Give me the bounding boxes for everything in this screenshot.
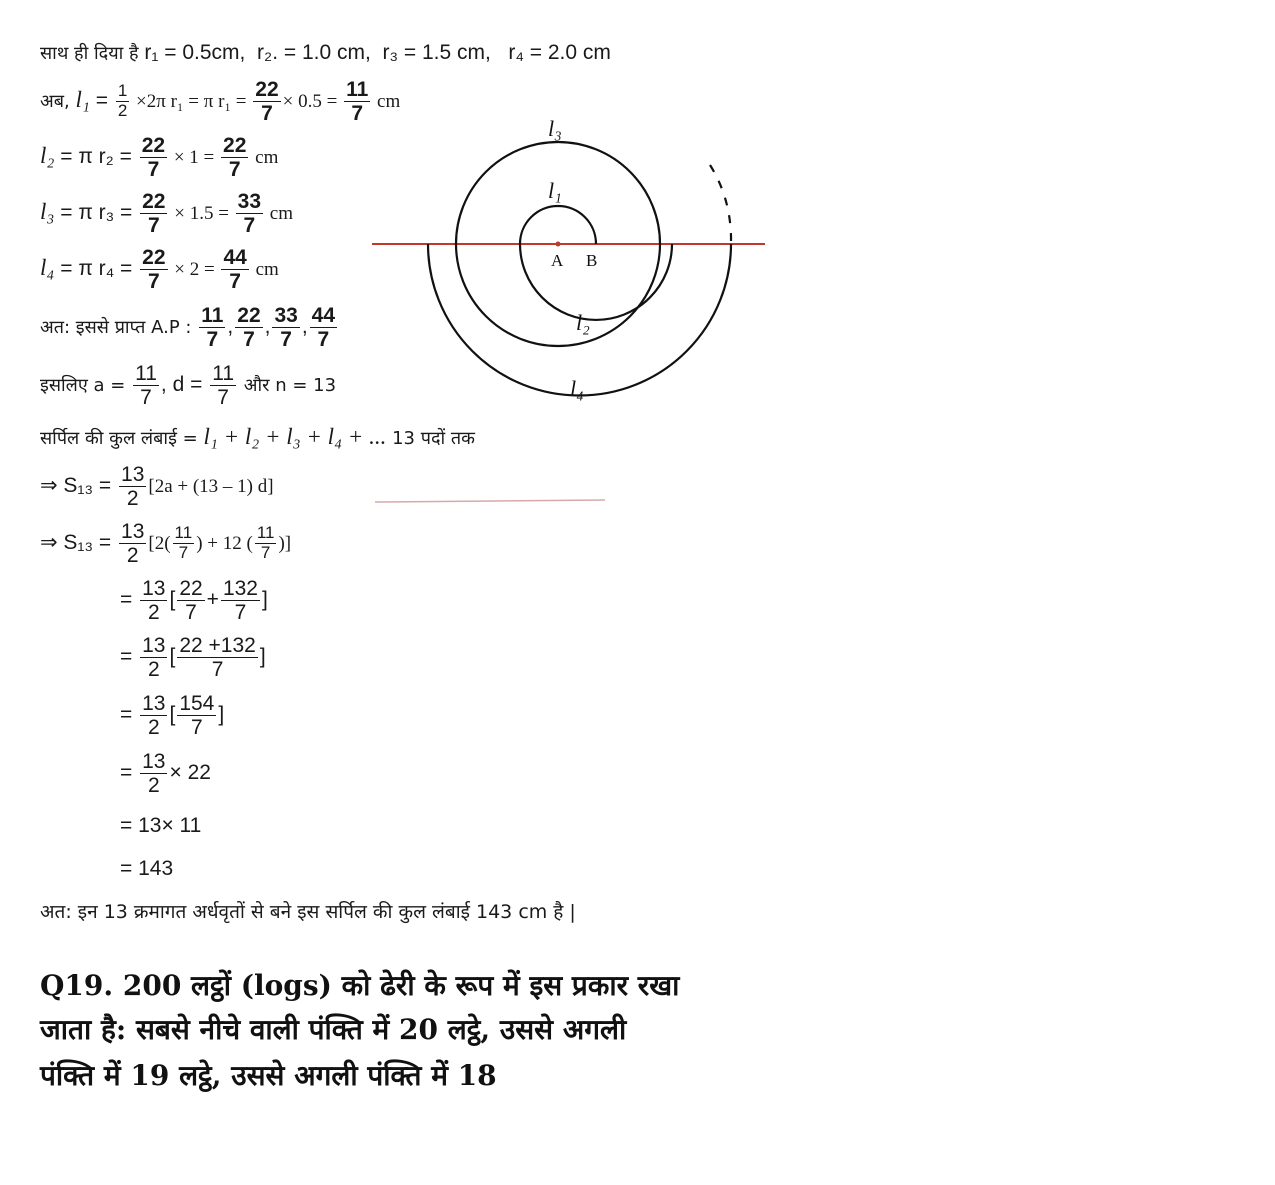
- fraction-half: $\frac{1}{2}$: [117, 81, 128, 121]
- s13-rest: [2a + (13 – 1) d]: [148, 476, 274, 498]
- fraction-22-7: $\frac{22}{7}$: [142, 190, 166, 238]
- total-suffix: 13 पदों तक: [392, 428, 475, 449]
- inner-semicircle-l1: [520, 206, 596, 244]
- fraction-result: $\frac{22}{7}$: [223, 134, 247, 182]
- unit: cm: [372, 91, 401, 113]
- fraction-132-7: $\frac{132}{7}$: [222, 577, 258, 625]
- label-b: B: [586, 251, 598, 270]
- fraction-11-7: $\frac{11}{7}$: [256, 523, 275, 563]
- point-a-dot: [556, 242, 561, 247]
- l4-symbol: l₄: [40, 255, 55, 281]
- l1-times: × 0.5 =: [282, 91, 343, 113]
- l3-symbol: l₃: [40, 199, 55, 225]
- ap-prefix: अत: इससे प्राप्त A.P :: [40, 317, 198, 339]
- fraction-d: $\frac{11}{7}$: [212, 362, 235, 410]
- label-l2: l₂: [576, 310, 590, 335]
- ap-term-4: $\frac{44}{7}$: [311, 304, 336, 352]
- paren: )]: [278, 533, 292, 555]
- ap-term-3: $\frac{33}{7}$: [274, 304, 298, 352]
- radius-r2: r₂. = 1.0 cm,: [257, 41, 371, 64]
- paren: ) + 12 (: [196, 533, 253, 555]
- fraction-result: $\frac{11}{7}$: [346, 78, 369, 126]
- l2-mid: = π r₂ =: [54, 145, 138, 169]
- label-a: A: [551, 251, 564, 270]
- fraction-sum: $\frac{22 +132}{7}$: [179, 634, 256, 682]
- unit: cm: [250, 259, 279, 281]
- l1-prefix: अब,: [40, 91, 76, 113]
- step-7: = 13× 11: [120, 814, 202, 837]
- faint-underline: [375, 500, 605, 502]
- ad-rest: और n = 13: [238, 375, 337, 397]
- step-8: = 143: [120, 857, 174, 880]
- l3-times: × 1.5 =: [169, 203, 234, 225]
- radius-r4: r₄ = 2.0 cm: [508, 41, 611, 64]
- ad-prefix: इसलिए a =: [40, 375, 132, 397]
- l1-mid: ×2π r₁ = π r₁ =: [131, 91, 252, 113]
- radius-r3: r₃ = 1.5 cm,: [382, 41, 491, 64]
- fraction-result: $\frac{33}{7}$: [237, 190, 262, 238]
- question-line-3: पंक्ति में 19 लट्ठे, उससे अगली पंक्ति में 18: [40, 1059, 497, 1092]
- l2-symbol: l₂: [40, 143, 55, 169]
- total-prefix: सर्पिल की कुल लंबाई =: [40, 428, 204, 449]
- label-l4: l₄: [570, 376, 584, 401]
- fraction-13-2: $\frac{13}{2}$: [121, 463, 145, 511]
- times-22: × 22: [169, 761, 211, 785]
- radius-r1: r₁ = 0.5cm,: [144, 41, 246, 64]
- paren: [2(: [148, 533, 171, 555]
- l2-times: × 1 =: [169, 147, 220, 169]
- question-line-2: जाता है: सबसे नीचे वाली पंक्ति में 20 लट्ठे, उससे अगली: [40, 1013, 627, 1046]
- step-4: = $\frac{13}{2}$ [ $\frac{22 +132}{7}$ ]: [120, 634, 266, 682]
- l3-mid: = π r₃ =: [54, 201, 139, 225]
- label-l1: l₁: [548, 178, 562, 203]
- fraction-154-7: $\frac{154}{7}$: [179, 692, 215, 740]
- ap-term-1: $\frac{11}{7}$: [201, 304, 224, 352]
- step-5: = $\frac{13}{2}$ [ $\frac{154}{7}$ ]: [120, 692, 225, 740]
- comma: ,: [264, 315, 271, 339]
- step-3: = $\frac{13}{2}$ [ $\frac{22}{7}$ + $\frac{132}{7}$ ]: [120, 577, 268, 625]
- fraction-22-7: $\frac{22}{7}$: [141, 134, 166, 182]
- label-l3: l₃: [548, 116, 562, 141]
- ad-mid: , d =: [160, 373, 209, 397]
- total-terms: l₁ + l₂ + l₃ + l₄ + ...: [203, 424, 393, 449]
- ap-term-2: $\frac{22}{7}$: [237, 304, 261, 352]
- equals: =: [89, 89, 114, 113]
- conclusion: अत: इन 13 क्रमागत अर्धवृतों से बने इस सर्पिल की कुल लंबाई 143 cm है |: [40, 901, 576, 923]
- comma: ,: [301, 315, 308, 339]
- given-prefix: साथ ही दिया है: [40, 43, 145, 64]
- fraction-13-2: $\frac{13}{2}$: [142, 692, 166, 740]
- l4-mid: = π r₄ =: [54, 257, 139, 281]
- plus: +: [206, 588, 219, 612]
- unit: cm: [265, 203, 293, 225]
- dashed-arc: [710, 165, 731, 244]
- fraction-22-7: $\frac{22}{7}$: [255, 78, 279, 126]
- l4-times: × 2 =: [169, 259, 220, 281]
- question-line-1: Q19. 200 लट्ठों (logs) को ढेरी के रूप में इस प्रकार रखा: [40, 969, 680, 1002]
- comma: ,: [227, 315, 234, 339]
- fraction-a: $\frac{11}{7}$: [135, 362, 157, 410]
- fraction-22-7: $\frac{22}{7}$: [179, 577, 203, 625]
- equals: =: [120, 645, 139, 669]
- fraction-13-2: $\frac{13}{2}$: [142, 634, 166, 682]
- fraction-13-2: $\frac{13}{2}$: [142, 577, 166, 625]
- fraction-22-7: $\frac{22}{7}$: [142, 246, 166, 294]
- fraction-13-2: $\frac{13}{2}$: [142, 750, 166, 798]
- fraction-13-2: $\frac{13}{2}$: [121, 520, 145, 568]
- fraction-result: $\frac{44}{7}$: [223, 246, 247, 294]
- equals: =: [120, 703, 139, 727]
- s13-lhs: ⇒ S₁₃ =: [40, 531, 118, 555]
- equals: =: [120, 588, 139, 612]
- l1-symbol: l₁: [75, 87, 90, 113]
- equals: =: [120, 761, 139, 785]
- s13-lhs: ⇒ S₁₃ =: [40, 474, 118, 498]
- unit: cm: [250, 147, 279, 169]
- fraction-11-7: $\frac{11}{7}$: [174, 523, 193, 563]
